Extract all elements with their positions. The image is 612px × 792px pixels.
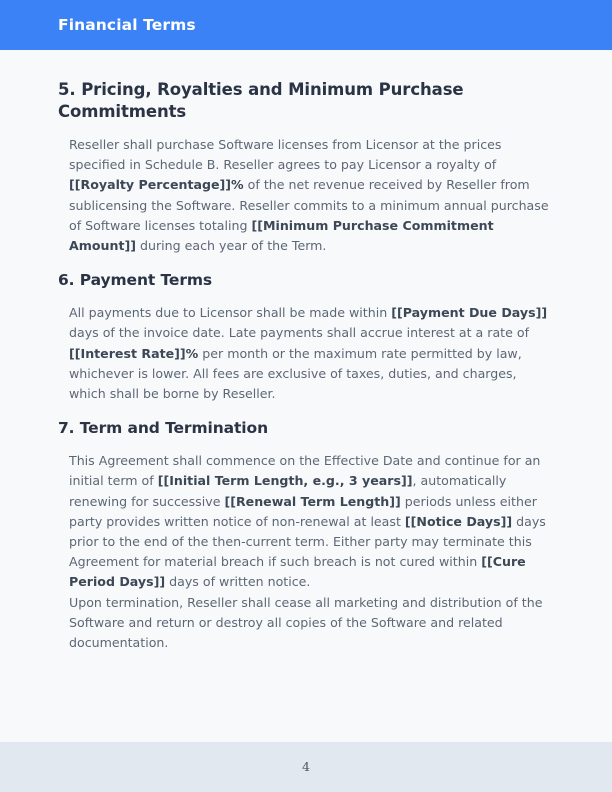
paragraph-text: This Agreement shall commence on the Effective Date and continue for an initial term of [69,453,541,489]
section-heading: 5. Pricing, Royalties and Minimum Purchase Commitments [58,80,464,121]
paragraph-text: days of written notice. [165,574,311,590]
paragraph-text: Upon termination, Reseller shall cease all marketing and distribution of the Software and return or destroy all copies of the Software and related documentation. [69,594,543,651]
placeholder-token: [[Payment Due Days]] [391,305,548,321]
section-heading: 6. Payment Terms [58,271,213,290]
paragraph-text: Reseller shall purchase Software licenses from Licensor at the prices specified in Schedule B. Reseller agrees to pay Licensor a royalty of [69,137,502,173]
document-content [58,50,554,653]
placeholder-token: [[Interest Rate]]% [69,345,199,361]
paragraph-text: , automatically renewing for successive [69,473,507,509]
page-footer-band [0,742,612,792]
section-paragraph [58,291,554,404]
placeholder-token: [[Initial Term Length, e.g., 3 years]] [157,473,413,489]
page-number: 4 [302,759,310,774]
paragraph-text: days of the invoice date. Late payments shall accrue interest at a rate of [69,325,530,341]
section-paragraph [58,123,554,256]
page-header-title: Financial Terms [58,16,196,34]
paragraph-text: All payments due to Licensor shall be made within [69,305,392,321]
placeholder-token: [[Notice Days]] [404,513,513,529]
paragraph-text: of the net revenue received by Reseller from sublicensing the Software. Reseller commits to a minimum annual purchase of Software licenses totaling [69,177,549,233]
page-header-band [0,0,612,50]
paragraph-text: days prior to the end of the then-current term. Either party may terminate this Agreement for material breach if such breach is not cured within [69,513,546,570]
placeholder-token: [[Renewal Term Length]] [224,493,401,509]
section-paragraph [58,439,554,592]
placeholder-token: [[Minimum Purchase Commitment Amount]] [69,217,494,254]
paragraph-text: periods unless either party provides written notice of non-renewal at least [69,493,537,529]
section-heading: 7. Term and Termination [58,419,269,438]
placeholder-token: [[Royalty Percentage]]% [69,177,244,193]
paragraph-text: per month or the maximum rate permitted by law, whichever is lower. All fees are exclusive of taxes, duties, and charges, which shall be borne by Reseller. [69,345,522,402]
section-paragraph [58,593,554,654]
placeholder-token: [[Cure Period Days]] [69,554,526,590]
paragraph-text: during each year of the Term. [135,238,327,254]
